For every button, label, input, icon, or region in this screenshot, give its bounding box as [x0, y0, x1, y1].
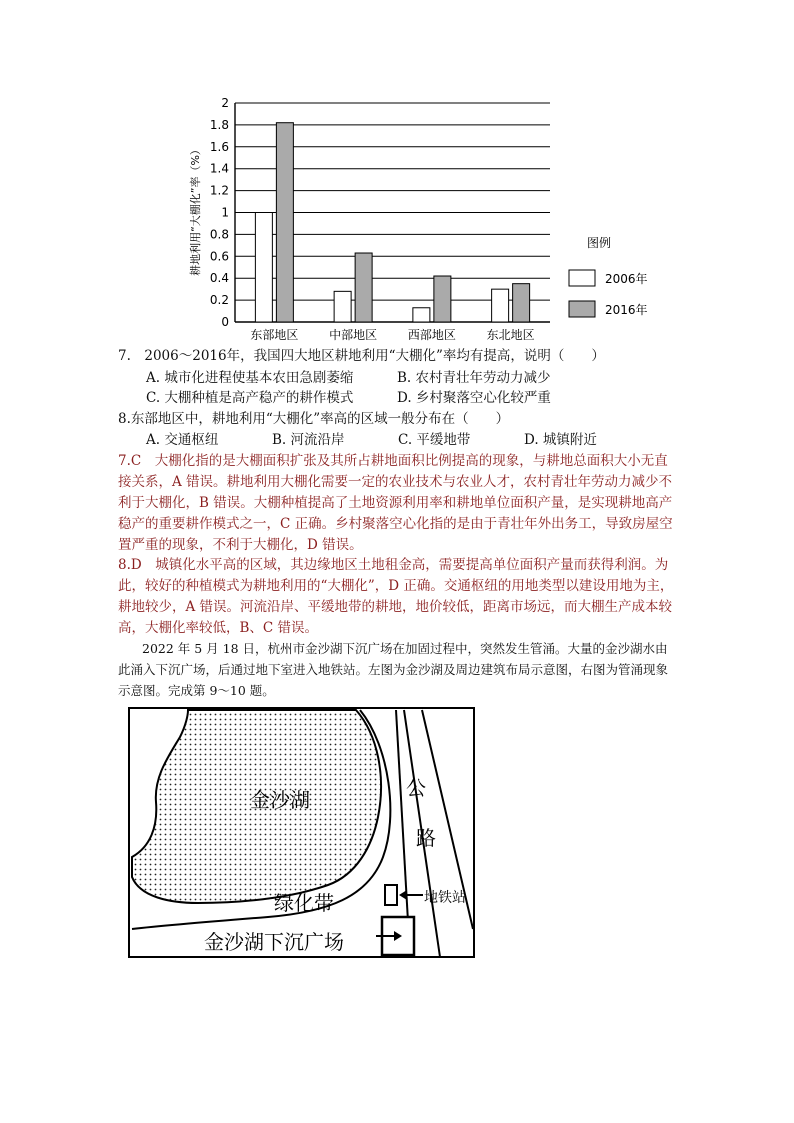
- question-8-stem: 8.东部地区中，耕地利用“大棚化”率高的区域一般分布在（ ）: [118, 411, 510, 427]
- q9-10-intro: 2022 年 5 月 18 日，杭州市金沙湖下沉广场在加固过程中，突然发生管涌。大量的金沙湖水由此涌入下沉广场，后通过地下室进入地铁站。左图为金沙湖及周边建筑布局示意图，右图为管涌现象示意图。完成第 9～10 题。: [118, 641, 669, 698]
- subway-label: 地铁站: [424, 890, 466, 906]
- bar-中部地区-2016年: [355, 253, 372, 322]
- lake-label: 金沙湖: [250, 788, 310, 812]
- y-tick-label: 2: [221, 96, 229, 110]
- x-tick-label: 东部地区: [250, 328, 299, 342]
- bar-中部地区-2006年: [334, 291, 351, 322]
- bar-西部地区-2016年: [434, 276, 451, 322]
- answer-8-explanation: 8.D 城镇化水平高的区域，其边缘地区土地租金高，需要提高单位面积产量而获得利润。为此，较好的种植模式为耕地利用的“大棚化”，D 正确。交通枢纽的用地类型以建设用地为主，耕地较少，A 错误。河流沿岸、平缓地带的耕地，地价较低，距离市场远，而大棚生产成本较高，大棚化率较低，B、C 错误。: [118, 557, 674, 636]
- q7-option-b: B. 农村青壮年劳动力减少: [397, 370, 551, 386]
- q8-option-a: A. 交通枢纽: [146, 432, 219, 448]
- q8-option-b: B. 河流沿岸: [272, 432, 345, 448]
- y-tick-label: 1.4: [209, 161, 229, 176]
- bar-chart: [185, 95, 655, 345]
- subway-station-box: [385, 885, 397, 905]
- plaza-label: 金沙湖下沉广场: [204, 930, 344, 954]
- greenbelt-label: 绿化带: [274, 891, 334, 915]
- legend-label-2016: 2016年: [605, 303, 648, 317]
- legend-label-2006: 2006年: [605, 272, 648, 286]
- jinsha-lake-map: [128, 707, 476, 959]
- q7-option-a: A. 城市化进程使基本农田急剧萎缩: [146, 370, 354, 386]
- y-tick-label: 0.8: [209, 227, 229, 242]
- q8-option-c: C. 平缓地带: [398, 432, 471, 448]
- legend-swatch-2006: [569, 270, 595, 286]
- legend-swatch-2016: [569, 301, 595, 317]
- x-tick-label: 东北地区: [486, 328, 535, 342]
- y-tick-label: 0.6: [209, 249, 229, 264]
- y-tick-label: 1.2: [209, 183, 229, 198]
- y-tick-label: 1: [221, 205, 229, 220]
- question-7-stem: 7. 2006～2016年，我国四大地区耕地利用“大棚化”率均有提高，说明（ ）: [118, 348, 605, 364]
- y-axis-label: 耕地利用“大棚化”率（%）: [189, 144, 202, 276]
- y-tick-label: 0.2: [209, 293, 229, 308]
- x-tick-label: 西部地区: [407, 328, 456, 342]
- road-label-2: 路: [416, 826, 436, 850]
- bar-东北地区-2016年: [513, 284, 530, 322]
- bar-西部地区-2006年: [413, 308, 430, 322]
- y-tick-label: 1.8: [209, 117, 229, 132]
- answer-7-explanation: 7.C 大棚化指的是大棚面积扩张及其所占耕地面积比例提高的现象，与耕地总面积大小无直接关系，A 错误。耕地利用大棚化需要一定的农业技术与农业人才，农村青壮年劳动力减少不利于大棚化，B 错误。大棚种植提高了土地资源利用率和耕地单位面积产量，是实现耕地高产稳产的重要耕作模式之一，C 正确。乡村聚落空心化指的是由于青壮年外出务工，导致房屋空置严重的现象，不利于大棚化，D 错误。: [118, 453, 673, 553]
- y-tick-label: 0.4: [209, 271, 229, 286]
- y-tick-label: 1.6: [209, 139, 229, 154]
- q7-option-c: C. 大棚种植是高产稳产的耕作模式: [146, 390, 354, 406]
- road-label-1: 公: [406, 776, 426, 800]
- bar-东北地区-2006年: [492, 289, 509, 322]
- y-tick-label: 0: [221, 315, 229, 329]
- legend-title: 图例: [587, 236, 612, 250]
- x-tick-label: 中部地区: [329, 328, 378, 342]
- bar-东部地区-2006年: [255, 213, 272, 323]
- bar-东部地区-2016年: [276, 123, 293, 322]
- q7-option-d: D. 乡村聚落空心化较严重: [397, 390, 551, 406]
- q8-option-d: D. 城镇附近: [524, 432, 597, 448]
